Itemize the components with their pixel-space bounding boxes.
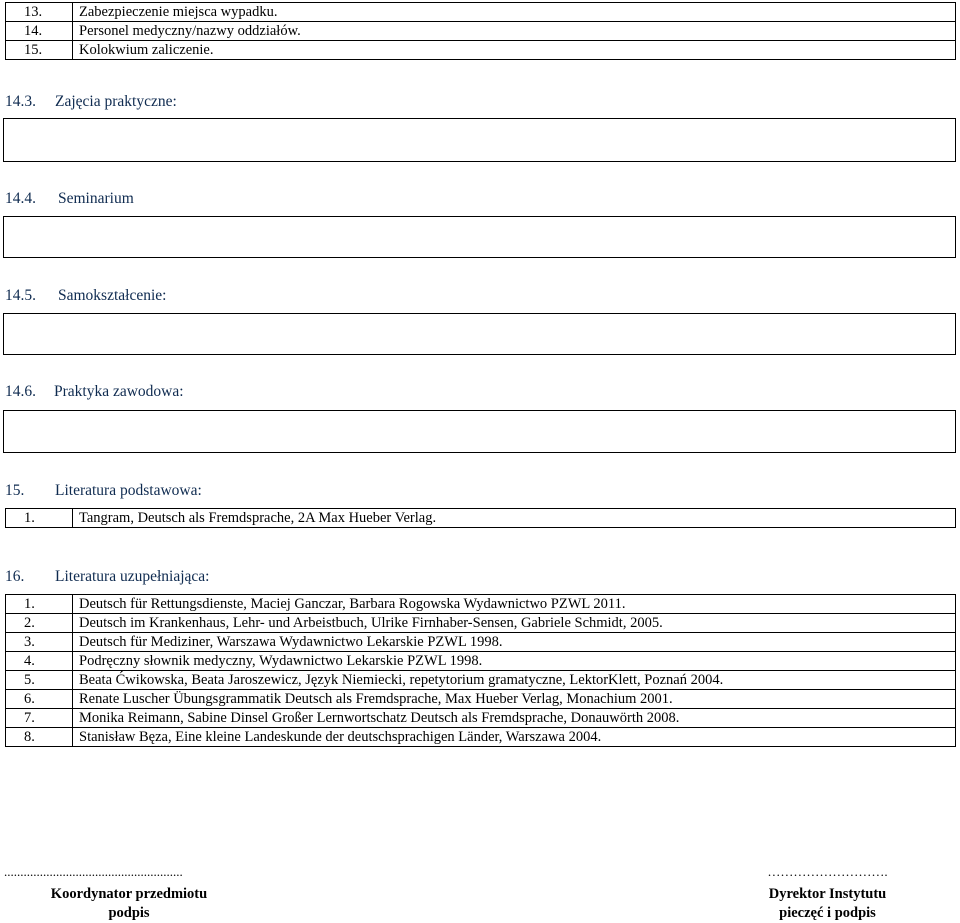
table-row — [6, 652, 956, 671]
section-heading-14-4 — [5, 190, 134, 208]
section-title: Literatura uzupełniająca: — [55, 568, 210, 585]
supplementary-literature-table — [5, 594, 956, 747]
section-heading-16 — [5, 568, 209, 586]
item-number: 4. — [6, 652, 73, 671]
table-row — [6, 690, 956, 709]
table-row — [6, 671, 956, 690]
table-row — [6, 595, 956, 614]
table-row — [6, 614, 956, 633]
section-number: 14.6. — [5, 383, 36, 400]
table-row — [6, 709, 956, 728]
practical-classes-box — [3, 118, 956, 162]
section-title: Zajęcia praktyczne: — [55, 93, 177, 110]
item-text: Podręczny słownik medyczny, Wydawnictwo Lekarskie PZWL 1998. — [73, 652, 956, 671]
section-number: 14.5. — [5, 287, 36, 304]
director-signature-block — [720, 864, 935, 923]
item-number: 14. — [6, 22, 73, 41]
item-number: 7. — [6, 709, 73, 728]
item-text: Monika Reimann, Sabine Dinsel Großer Lernwortschatz Deutsch als Fremdsprache, Donauwörth 2008. — [73, 709, 956, 728]
section-title: Literatura podstawowa: — [55, 482, 202, 499]
item-text: Deutsch für Rettungsdienste, Maciej Ganczar, Barbara Rogowska Wydawnictwo PZWL 2011. — [73, 595, 956, 614]
table-row — [6, 728, 956, 747]
section-title: Praktyka zawodowa: — [54, 383, 184, 400]
item-number: 5. — [6, 671, 73, 690]
section-title: Seminarium — [58, 190, 134, 207]
signature-line: ....................................................... — [4, 864, 183, 879]
item-number: 13. — [6, 3, 73, 22]
table-row — [6, 633, 956, 652]
section-number: 15. — [5, 482, 25, 499]
section-number: 16. — [5, 568, 25, 585]
section-heading-14-6 — [5, 383, 184, 401]
top-list-table — [5, 2, 956, 60]
basic-literature-table — [5, 508, 956, 528]
item-text: Renate Luscher Übungsgrammatik Deutsch als Fremdsprache, Max Hueber Verlag, Monachium 2001. — [73, 690, 956, 709]
section-heading-15 — [5, 482, 202, 500]
coordinator-role: Koordynator przedmiotu — [50, 886, 208, 902]
item-text: Deutsch im Krankenhaus, Lehr- und Arbeistbuch, Ulrike Firnhaber-Sensen, Gabriele Schmidt, 2005. — [73, 614, 956, 633]
table-row — [6, 3, 956, 22]
item-number: 2. — [6, 614, 73, 633]
item-text: Personel medyczny/nazwy oddziałów. — [73, 22, 956, 41]
item-number: 8. — [6, 728, 73, 747]
coordinator-signature-block — [4, 864, 254, 923]
item-number: 15. — [6, 41, 73, 60]
section-number: 14.4. — [5, 190, 36, 207]
item-text: Tangram, Deutsch als Fremdsprache, 2A Max Hueber Verlag. — [73, 509, 956, 528]
coordinator-caption: podpis — [108, 905, 150, 921]
table-row — [6, 22, 956, 41]
signature-line: ………………………. — [767, 864, 888, 879]
item-text: Stanisław Bęza, Eine kleine Landeskunde der deutschsprachigen Länder, Warszawa 2004. — [73, 728, 956, 747]
item-number: 6. — [6, 690, 73, 709]
item-text: Deutsch für Mediziner, Warszawa Wydawnictwo Lekarskie PZWL 1998. — [73, 633, 956, 652]
table-row — [6, 509, 956, 528]
item-text: Zabezpieczenie miejsca wypadku. — [73, 3, 956, 22]
item-number: 1. — [6, 595, 73, 614]
section-number: 14.3. — [5, 93, 36, 110]
table-row — [6, 41, 956, 60]
item-text: Kolokwium zaliczenie. — [73, 41, 956, 60]
seminar-box — [3, 216, 956, 258]
director-caption: pieczęć i podpis — [779, 905, 876, 921]
director-role: Dyrektor Instytutu — [768, 886, 887, 902]
section-title: Samokształcenie: — [58, 287, 167, 304]
internship-box — [3, 410, 956, 453]
section-heading-14-3 — [5, 93, 177, 111]
item-number: 3. — [6, 633, 73, 652]
item-text: Beata Ćwikowska, Beata Jaroszewicz, Język Niemiecki, repetytorium gramatyczne, LektorKlett, Poznań 2004. — [73, 671, 956, 690]
section-heading-14-5 — [5, 287, 166, 305]
self-study-box — [3, 313, 956, 355]
item-number: 1. — [6, 509, 73, 528]
